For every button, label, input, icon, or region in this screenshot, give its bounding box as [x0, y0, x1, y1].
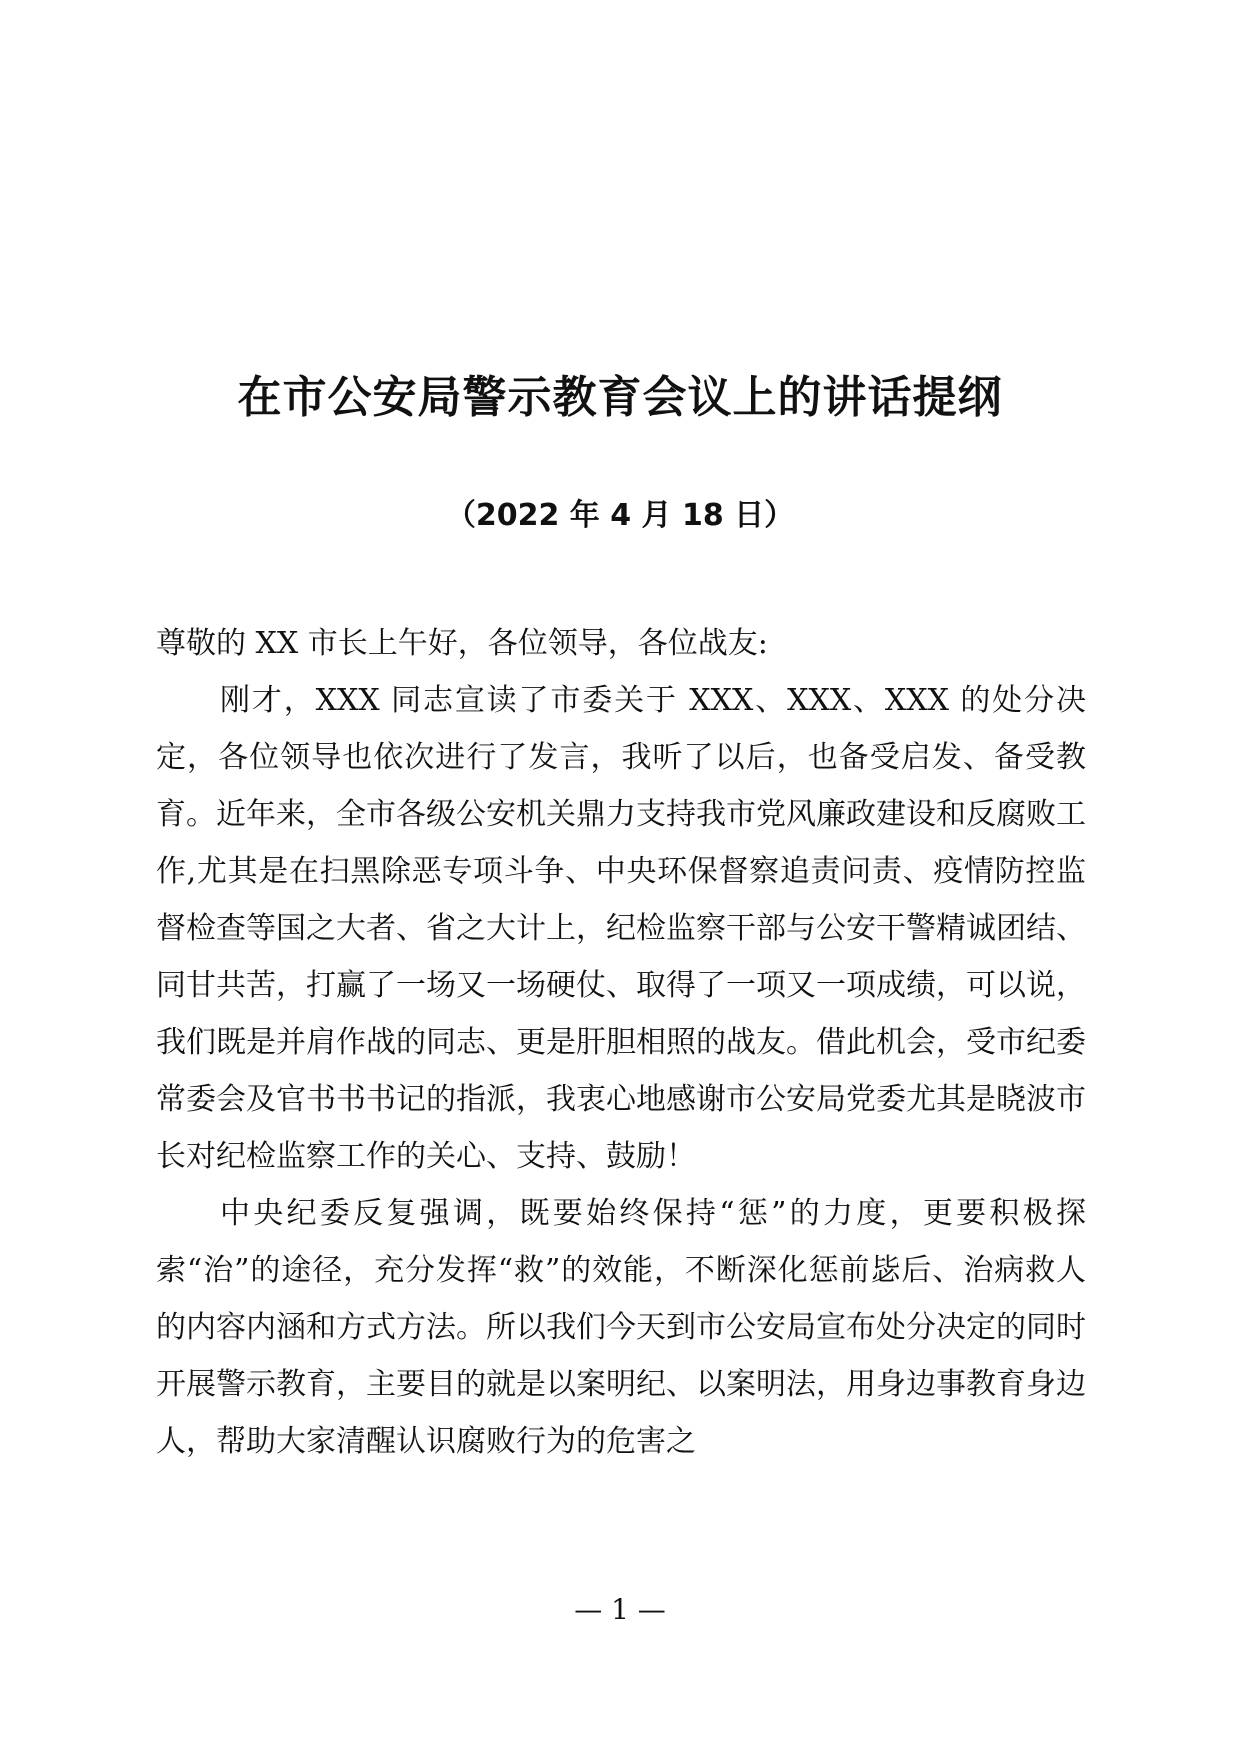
- document-title: 在市公安局警示教育会议上的讲话提纲: [237, 372, 1003, 423]
- document-body: [156, 615, 1086, 1470]
- page-number: — 1 —: [574, 1593, 666, 1626]
- salutation: 尊敬的 XX 市长上午好，各位领导，各位战友:: [156, 626, 768, 661]
- paragraph-1: 刚才，XXX 同志宣读了市委关于 XXX、XXX、XXX 的处分决定，各位领导也依次进行了发言，我听了以后，也备受启发、备受教育。近年来，全市各级公安机关鼎力支持我市党风廉政建设和反腐败工作,尤其是在扫黑除恶专项斗争、中央环保督察追责问责、疫情防控监督检查等国之大者、省之大计上，纪检监察干部与公安干警精诚团结、同甘共苦，打赢了一场又一场硬仗、取得了一项又一项成绩，可以说，我们既是并肩作战的同志、更是肝胆相照的战友。借此机会，受市纪委常委会及官书书书记的指派，我衷心地感谢市公安局党委尤其是晓波市长对纪检监察工作的关心、支持、鼓励！: [156, 683, 1086, 1174]
- paragraph-2: 中央纪委反复强调，既要始终保持“惩”的力度，更要积极探索“治”的途径，充分发挥“救”的效能，不断深化惩前毖后、治病救人的内容内涵和方式方法。所以我们今天到市公安局宣布处分决定的同时开展警示教育，主要目的就是以案明纪、以案明法，用身边事教育身边人，帮助大家清醒认识腐败行为的危害之: [156, 1196, 1086, 1459]
- document-date: （2022 年 4 月 18 日）: [445, 498, 795, 533]
